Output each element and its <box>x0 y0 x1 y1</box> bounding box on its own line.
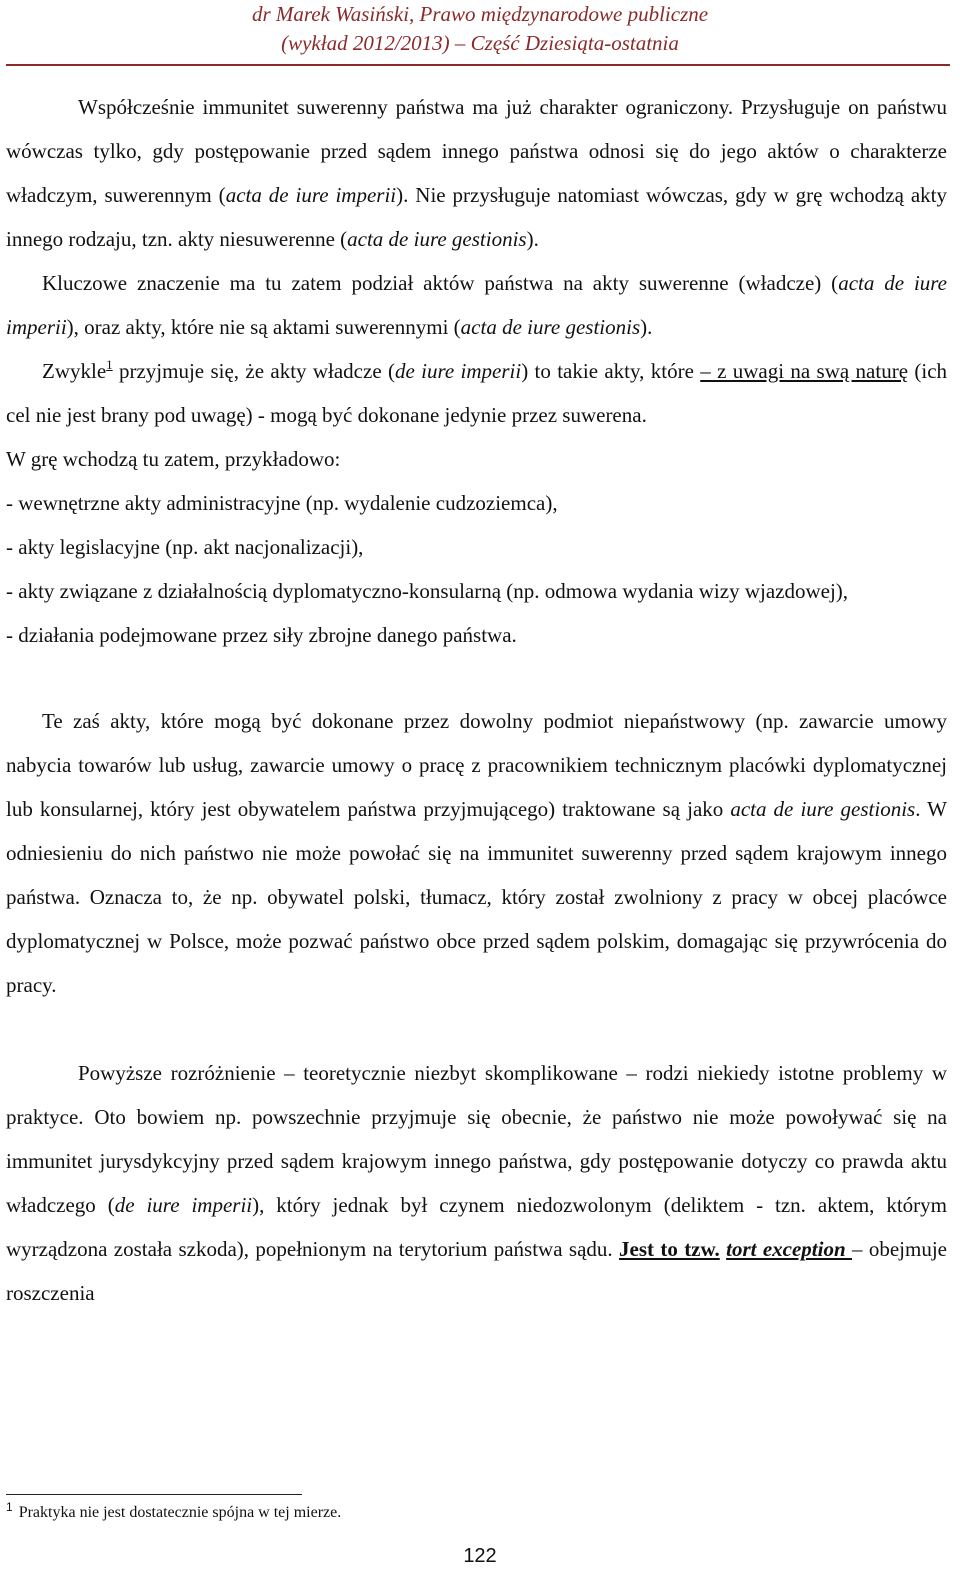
p5-text-b: . W odniesieniu do nich państwo nie może powołać się na immunitet suwerenny przed sądem krajowym innego państwa. Oznacza to, że np. obywatel polski, tłumacz, który został zwolniony z pracy w obcej placówce dyplomatycznej w Polsce, może pozwać państwo obce przed sądem polskim, domagając się przywrócenia do pracy. <box>6 797 947 997</box>
p3-text-d: (ich cel nie jest brany pod uwagę) - mogą być dokonane jedynie przez suwerena. <box>6 359 948 427</box>
footnote-separator <box>6 1494 302 1495</box>
footnote-reference[interactable]: 1 <box>106 357 113 372</box>
paragraph-practical-problems <box>6 1051 947 1315</box>
p2-text-a: Kluczowe znaczenie ma tu zatem podział aktów państwa na akty suwerenne (władcze) ( <box>42 271 839 295</box>
running-header <box>0 0 960 58</box>
p3-text-c: ) to takie akty, które <box>521 359 701 383</box>
paragraph-immunity-intro <box>6 85 947 261</box>
p1-term-gestionis: acta de iure gestionis <box>347 227 527 251</box>
p2-text-b: ), oraz akty, które nie są aktami suwerennymi ( <box>66 315 461 339</box>
paragraph-spacer <box>6 657 947 699</box>
list-item: - działania podejmowane przez siły zbrojne danego państwa. <box>6 623 517 647</box>
p1-text-b: ). Nie przysługuje natomiast wówczas, gdy w grę wchodzą akty innego rodzaju, tzn. akty niesuwerenne ( <box>6 183 948 251</box>
paragraph-sovereign-acts <box>6 349 947 437</box>
footnote-number: 1 <box>6 1500 13 1514</box>
header-line-2: (wykład 2012/2013) – Część Dziesiąta-ostatnia <box>281 31 679 55</box>
list-item: - akty związane z działalnością dyplomatyczno-konsularną (np. odmowa wydania wizy wjazdowej), <box>6 579 849 603</box>
p3-text-a: Zwykle <box>42 359 107 383</box>
p2-term-imperii: acta de iure imperii <box>6 271 947 339</box>
p3-term-imperii: de iure imperii <box>394 359 522 383</box>
p6-text-b: ), który jednak był czynem niedozwolonym (deliktem - tzn. aktem, którym wyrządzona została szkoda), popełnionym na terytorium państwa sądu. <box>6 1193 948 1261</box>
header-rule <box>6 64 950 66</box>
paragraph-non-sovereign-acts <box>6 699 947 1007</box>
footnote <box>6 1500 341 1526</box>
p1-text-a: Współcześnie immunitet suwerenny państwa ma już charakter ograniczony. Przysługuje on państwu wówczas tylko, gdy postępowanie przed sądem innego państwa odnosi się do jego aktów o charakterze władczym, suwerennym ( <box>6 95 947 207</box>
p6-text-a: Powyższe rozróżnienie – teoretycznie niezbyt skomplikowane – rodzi niekiedy istotne problemy w praktyce. Oto bowiem np. powszechnie przyjmuje się obecnie, że państwo nie może powoływać się na immunitet jurysdykcyjny przed sądem krajowym innego państwa, gdy postępowanie dotyczy co prawda aktu władczego ( <box>6 1061 947 1217</box>
p6-term-imperii: de iure imperii <box>114 1193 253 1217</box>
p6-text-c: – obejmuje roszczenia <box>6 1237 948 1305</box>
list-item: - wewnętrzne akty administracyjne (np. wydalenie cudzoziemca), <box>6 491 558 515</box>
footnote-text: Praktyka nie jest dostatecznie spójna w tej mierze. <box>18 1504 342 1521</box>
page-number: 122 <box>463 1545 497 1567</box>
paragraph-key-distinction <box>6 261 947 349</box>
p3-text-b: przyjmuje się, że akty władcze ( <box>112 359 395 383</box>
p1-text-c: ). <box>526 227 539 251</box>
p6-term-tort-exception: tort exception <box>726 1237 852 1261</box>
p1-term-imperii: acta de iure imperii <box>225 183 397 207</box>
paragraph-spacer <box>6 1007 947 1051</box>
p5-term-gestionis: acta de iure gestionis <box>730 797 916 821</box>
list-item: - akty legislacyjne (np. akt nacjonalizacji), <box>6 535 364 559</box>
p3-underlined-phrase: – z uwagi na swą naturę <box>700 359 909 383</box>
paragraph-examples-intro: W grę wchodzą tu zatem, przykładowo: <box>6 447 341 471</box>
p6-bold-phrase: Jest to tzw. <box>619 1237 720 1261</box>
p2-text-c: ). <box>640 315 653 339</box>
p2-term-gestionis: acta de iure gestionis <box>460 315 641 339</box>
p5-text-a: Te zaś akty, które mogą być dokonane przez dowolny podmiot niepaństwowy (np. zawarcie umowy nabycia towarów lub usług, zawarcie umowy o pracę z pracownikiem technicznym placówki dyplomatycznej lub konsularnej, który jest obywatelem państwa przyjmującego) traktowane są jako <box>6 709 947 821</box>
document-body <box>6 85 947 1315</box>
header-line-1: dr Marek Wasiński, Prawo międzynarodowe publiczne <box>251 2 709 26</box>
